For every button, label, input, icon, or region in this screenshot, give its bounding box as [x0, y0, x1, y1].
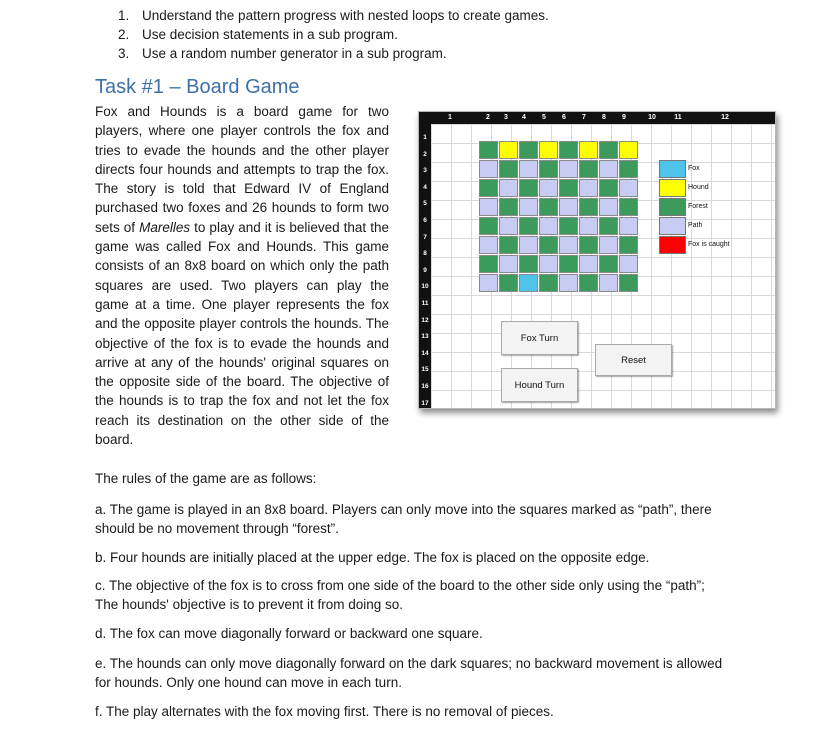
column-header: 6: [562, 114, 566, 121]
board-square-forest[interactable]: [499, 160, 518, 178]
board-square-forest[interactable]: [479, 255, 498, 273]
marelles-italic: Marelles: [139, 219, 191, 235]
row-header: 9: [423, 266, 427, 274]
board-square-forest[interactable]: [579, 236, 598, 254]
column-header: 8: [602, 114, 606, 121]
board-square-path[interactable]: [599, 236, 618, 254]
board-square-path[interactable]: [559, 274, 578, 292]
board-square-hound[interactable]: [499, 141, 518, 159]
reset-button[interactable]: Reset: [595, 344, 672, 376]
row-header: 7: [423, 233, 427, 241]
row-header: 16: [421, 383, 429, 390]
board-square-forest[interactable]: [499, 274, 518, 292]
column-header: 9: [622, 114, 626, 121]
board-square-forest[interactable]: [519, 141, 538, 159]
legend-swatch-forest: [659, 198, 686, 216]
board-square-forest[interactable]: [559, 217, 578, 235]
board-square-path[interactable]: [519, 236, 538, 254]
spreadsheet-screenshot: [418, 111, 776, 409]
board-square-path[interactable]: [599, 198, 618, 216]
fox-turn-button[interactable]: Fox Turn: [501, 321, 578, 355]
row-header: 17: [421, 399, 429, 407]
row-header: 3: [423, 167, 427, 175]
board-square-forest[interactable]: [539, 274, 558, 292]
board-square-forest[interactable]: [579, 160, 598, 178]
board-square-fox[interactable]: [519, 274, 538, 292]
board-square-path[interactable]: [479, 236, 498, 254]
board-square-path[interactable]: [479, 198, 498, 216]
objective-item: 2. Use decision statements in a sub program.: [118, 27, 398, 42]
board-square-forest[interactable]: [619, 198, 638, 216]
board-square-forest[interactable]: [499, 236, 518, 254]
objective-item: 3. Use a random number generator in a sub program.: [118, 46, 447, 61]
board-square-path[interactable]: [579, 179, 598, 197]
cell-grid: [431, 124, 775, 408]
legend-swatch-caught: [659, 236, 686, 254]
rule-f: f. The play alternates with the fox moving first. There is no removal of pieces.: [95, 704, 554, 719]
row-header: 12: [421, 316, 429, 324]
rules-intro: The rules of the game are as follows:: [95, 471, 317, 486]
board-square-forest[interactable]: [559, 141, 578, 159]
row-header: 13: [421, 333, 429, 341]
board-square-hound[interactable]: [619, 141, 638, 159]
column-header: 5: [542, 114, 546, 121]
row-header: 15: [421, 366, 429, 374]
board-square-forest[interactable]: [599, 217, 618, 235]
board-square-forest[interactable]: [599, 141, 618, 159]
board-square-forest[interactable]: [479, 141, 498, 159]
board-square-path[interactable]: [479, 274, 498, 292]
legend-label: Path: [688, 222, 703, 229]
row-header: 4: [423, 183, 427, 191]
legend-label: Forest: [688, 203, 708, 210]
board-square-path[interactable]: [519, 160, 538, 178]
board-square-path[interactable]: [559, 236, 578, 254]
row-header: 5: [423, 200, 427, 208]
board-square-forest[interactable]: [519, 179, 538, 197]
legend-label: Hound: [688, 184, 709, 191]
board-square-path[interactable]: [559, 160, 578, 178]
board-square-forest[interactable]: [559, 255, 578, 273]
row-header: 10: [421, 283, 429, 291]
objective-item: 1. Understand the pattern progress with nested loops to create games.: [118, 8, 549, 23]
board-square-path[interactable]: [499, 217, 518, 235]
board-square-path[interactable]: [619, 179, 638, 197]
board-square-forest[interactable]: [619, 236, 638, 254]
board-square-hound[interactable]: [539, 141, 558, 159]
board-square-path[interactable]: [619, 217, 638, 235]
legend-swatch-hound: [659, 179, 686, 197]
intro-paragraph: Fox and Hounds is a board game for two players, where one player controls the fox and tries to evade the hounds and the other player directs four hounds and attempts to trap the fox. The story is told that Edward IV of England purchased two foxes and 26 hounds to form two sets of Marelles to play and it is believed that the game was called Fox and Hounds. This game consists of an 8x8 board on which only the path squares are used. Two players can play the game at a time. One player represents the fox and the opposite player controls the hounds. The objective of the fox is to evade the hounds and arrive at any of the hounds' original squares on the opposite side of the board. The objective of the hounds is to trap the fox and not let the fox reach its destination on the other side of the board.: [95, 104, 389, 448]
column-header: 7: [582, 114, 586, 121]
board-square-path[interactable]: [579, 217, 598, 235]
board-square-forest[interactable]: [599, 179, 618, 197]
board-square-forest[interactable]: [519, 255, 538, 273]
board-square-path[interactable]: [599, 160, 618, 178]
legend-label: Fox: [688, 165, 700, 172]
board-square-forest[interactable]: [599, 255, 618, 273]
board-square-forest[interactable]: [579, 274, 598, 292]
board-square-forest[interactable]: [499, 198, 518, 216]
row-header: 6: [423, 217, 427, 224]
column-header: 10: [648, 114, 656, 121]
board-square-path[interactable]: [599, 274, 618, 292]
objectives-list: [118, 6, 549, 63]
board-square-path[interactable]: [559, 198, 578, 216]
board-square-forest[interactable]: [479, 217, 498, 235]
row-header: 14: [421, 349, 429, 357]
rule-d: d. The fox can move diagonally forward or backward one square.: [95, 626, 483, 641]
rule-b: b. Four hounds are initially placed at the upper edge. The fox is placed on the opposite edge.: [95, 550, 650, 565]
rule-c: c. The objective of the fox is to cross from one side of the board to the other side only using the “path”; The hounds' objective is to prevent it from doing so.: [95, 578, 705, 612]
row-header: 11: [421, 300, 429, 307]
board-square-path[interactable]: [479, 160, 498, 178]
column-header: 4: [522, 114, 526, 121]
board-square-forest[interactable]: [559, 179, 578, 197]
column-header: 3: [504, 114, 508, 121]
board-square-forest[interactable]: [479, 179, 498, 197]
legend-swatch-fox: [659, 160, 686, 178]
board-square-path[interactable]: [499, 255, 518, 273]
board-square-path[interactable]: [539, 217, 558, 235]
task-title: Task #1 – Board Game: [95, 76, 300, 98]
board-square-path[interactable]: [539, 255, 558, 273]
rule-e: e. The hounds can only move diagonally forward on the dark squares; no backward movement is allowed for hounds. Only one hound can move in each turn.: [95, 656, 723, 690]
board-square-forest[interactable]: [539, 160, 558, 178]
board-square-forest[interactable]: [619, 160, 638, 178]
row-header: 1: [423, 134, 427, 141]
column-header: 2: [486, 114, 490, 121]
board-square-forest[interactable]: [519, 217, 538, 235]
row-header: 2: [423, 150, 427, 158]
board-square-forest[interactable]: [579, 198, 598, 216]
legend-label: Fox is caught: [688, 241, 730, 248]
rule-a: a. The game is played in an 8x8 board. Players can only move into the squares marked as “path”, there should be no movement through “forest”.: [95, 502, 712, 536]
board-square-hound[interactable]: [579, 141, 598, 159]
row-header-bar: [419, 124, 431, 408]
board-square-path[interactable]: [579, 255, 598, 273]
board-square-path[interactable]: [519, 198, 538, 216]
board-square-forest[interactable]: [619, 274, 638, 292]
column-header: 12: [721, 114, 729, 121]
column-header: 1: [448, 114, 452, 121]
legend-swatch-path: [659, 217, 686, 235]
row-header: 8: [423, 250, 427, 258]
hound-turn-button[interactable]: Hound Turn: [501, 368, 578, 402]
column-header: 11: [674, 114, 682, 121]
board-square-path[interactable]: [499, 179, 518, 197]
board-square-path[interactable]: [539, 179, 558, 197]
board-square-forest[interactable]: [539, 198, 558, 216]
board-square-path[interactable]: [619, 255, 638, 273]
column-header-bar: [419, 112, 775, 124]
board-square-forest[interactable]: [539, 236, 558, 254]
